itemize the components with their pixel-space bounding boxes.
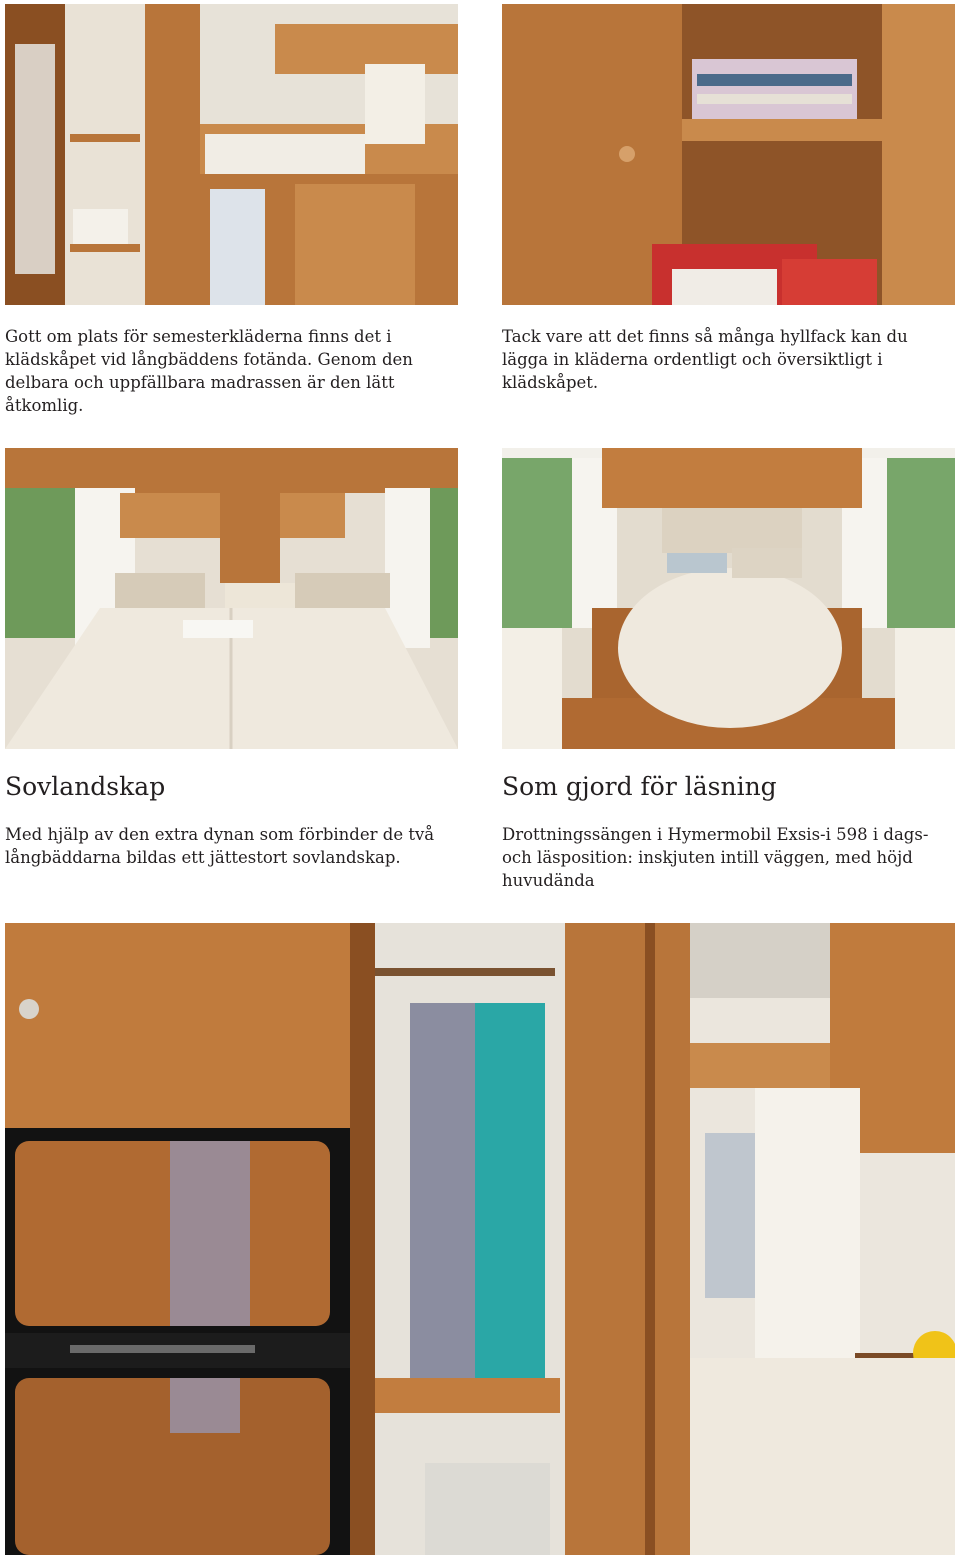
photo-wardrobe-shelves — [502, 4, 955, 305]
text-sovlandskap: Med hjälp av den extra dynan som förbinder de två långbäddarna bildas ett jättestort sovlandskap. — [5, 825, 435, 867]
heading-sovlandskap: Sovlandskap — [5, 772, 166, 801]
photo-queen-bed — [502, 448, 955, 749]
photo-fridge-wardrobe — [5, 923, 955, 1555]
text-lasning: Drottningssängen i Hymermobil Exsis-i 598 i dags- och läsposition: inskjuten intill väggen, med höjd huvudända — [502, 825, 929, 890]
heading-lasning: Som gjord för läsning — [502, 772, 777, 801]
caption-wardrobe-bed-foot: Gott om plats för semesterkläderna finns det i klädskåpet vid långbäddens fotända. Genom den delbara och uppfällbara madrassen är den lätt åtkomlig. — [5, 327, 413, 415]
photo-wardrobe-bed-foot — [5, 4, 458, 305]
photo-sleeping-landscape — [5, 448, 458, 749]
caption-wardrobe-shelves: Tack vare att det finns så många hyllfack kan du lägga in kläderna ordentligt och översiktligt i klädskåpet. — [502, 327, 908, 392]
